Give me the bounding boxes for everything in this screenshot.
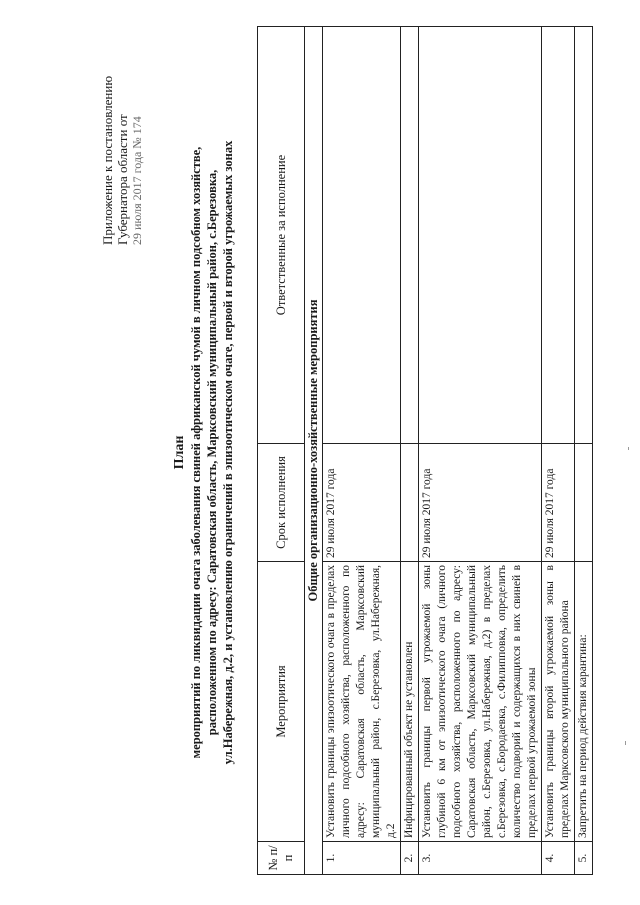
header-deadline: Срок исполнения: [258, 444, 305, 562]
row-responsible: [575, 27, 593, 444]
header-num: № п/п: [258, 842, 305, 875]
row-responsible: [323, 27, 401, 444]
row-deadline: [575, 444, 593, 562]
appendix-line-3: 29 июля 2017 года № 174: [130, 116, 144, 245]
row-num: 3.: [419, 842, 542, 875]
document-title: [172, 0, 236, 905]
header-responsible: Ответственные за исполнение: [258, 27, 305, 444]
title-plan: План: [172, 435, 187, 470]
row-measure: Установить границы эпизоотического очага в пределах личного подсобного хозяйства, расположенного по адресу: Саратовская область, Марксовский муниципальный район, с.Березовка, ул.Набережная, д.2: [323, 562, 401, 842]
row-num: 5.: [575, 842, 593, 875]
appendix-line-1: Приложение к постановлению: [100, 75, 115, 245]
row-responsible: [419, 27, 542, 444]
scan-artifact: [625, 741, 626, 745]
row-deadline: 29 июля 2017 года: [419, 444, 542, 562]
row-num: 4.: [542, 842, 575, 875]
row-measure: Инфицированный объект не установлен: [401, 562, 419, 842]
header-measure: Мероприятия: [258, 562, 305, 842]
row-responsible: [401, 27, 419, 444]
table-row: [401, 27, 419, 875]
table-row: [419, 27, 542, 875]
scan-artifact: [628, 447, 629, 450]
table-row: [542, 27, 575, 875]
appendix-line-2: Губернатора области от: [115, 114, 130, 245]
row-deadline: 29 июля 2017 года: [323, 444, 401, 562]
title-line-3: ул.Набережная, д.2, и установлению ограничений в эпизоотическом очаге, первой и второй угрожаемых зонах: [221, 140, 235, 765]
appendix-note: [100, 45, 145, 245]
section-title: Общие организационно-хозяйственные мероприятия: [305, 27, 323, 875]
table-row: [575, 27, 593, 875]
row-num: 1.: [323, 842, 401, 875]
row-num: 2.: [401, 842, 419, 875]
title-line-1: мероприятий по ликвидации очага заболевания свиней африканской чумой в личном подсобном хозяйстве,: [189, 146, 203, 759]
row-deadline: 29 июля 2017 года: [542, 444, 575, 562]
row-measure: Запретить на период действия карантина:: [575, 562, 593, 842]
title-line-2: расположенном по адресу: Саратовская область, Марксовский муниципальный район, с.Березовка,: [205, 169, 219, 736]
row-measure: Установить границы второй угрожаемой зоны в пределах Марксовского муниципального района: [542, 562, 575, 842]
table-row: [323, 27, 401, 875]
section-row: [305, 27, 323, 875]
row-deadline: [401, 444, 419, 562]
row-measure: Установить границы первой угрожаемой зоны глубиной 6 км от эпизоотического очага (личного подсобного хозяйства, расположенного по адресу: Саратовская область, Марксовский муниципальный район, с.Березовка, ул.Набережная, д.2) в пределах с.Березовка, с.Бородаевка, с.Филипповка, определить количество подворий и содержащихся в них свиней в пределах первой угрожаемой зоны: [419, 562, 542, 842]
table-header-row: [258, 27, 305, 875]
row-responsible: [542, 27, 575, 444]
measures-table: [257, 26, 593, 875]
